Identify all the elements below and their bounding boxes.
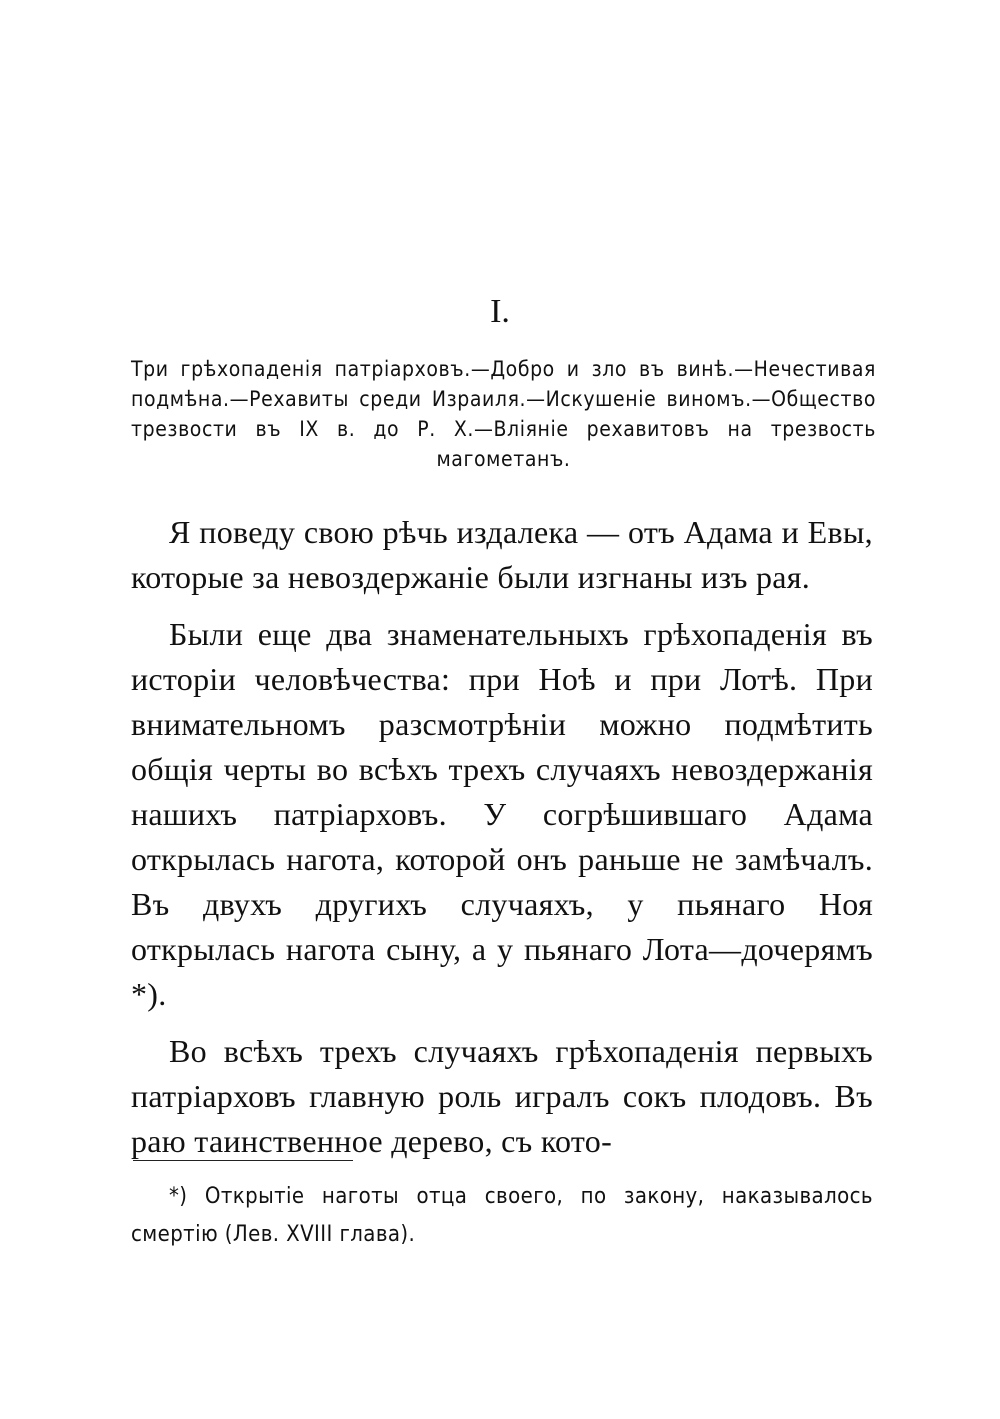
footnote: *) Открытіе наготы отца своего, по закону, наказывалось смертію (Лев. XVIII глава). xyxy=(131,1184,873,1247)
paragraph-2: Были еще два знаменательныхъ грѣхопаденія въ исторіи человѣчества: при Ноѣ и при Лотѣ. При внимательномъ разсмотрѣніи можно подмѣтить общія черты во всѣхъ трехъ случаяхъ невоздержанія нашихъ патріарховъ. У согрѣшившаго Адама открылась нагота, которой онъ раньше не замѣчалъ. Въ двухъ другихъ случаяхъ, у пьянаго Ноя открылась нагота сыну, а у пьянаго Лота—дочерямъ *). xyxy=(131,616,873,1012)
footnote-divider xyxy=(133,1160,353,1161)
chapter-number: I. xyxy=(490,293,510,330)
chapter-summary: Три грѣхопаденія патріарховъ.—Добро и зло въ винѣ.—Нечестивая подмѣна.—Рехавиты среди Израиля.—Искушеніе виномъ.—Общество трезвости въ IX в. до Р. Х.—Вліяніе рехавитовъ на трезвость магометанъ. xyxy=(131,357,876,471)
main-text xyxy=(131,510,873,1176)
paragraph-1: Я поведу свою рѣчь издалека — отъ Адама и Евы, которые за невоздержаніе были изгнаны изъ рая. xyxy=(131,514,873,595)
paragraph-3: Во всѣхъ трехъ случаяхъ грѣхопаденія первыхъ патріарховъ главную роль игралъ сокъ плодовъ. Въ раю таинственное дерево, съ кото- xyxy=(131,1033,873,1159)
